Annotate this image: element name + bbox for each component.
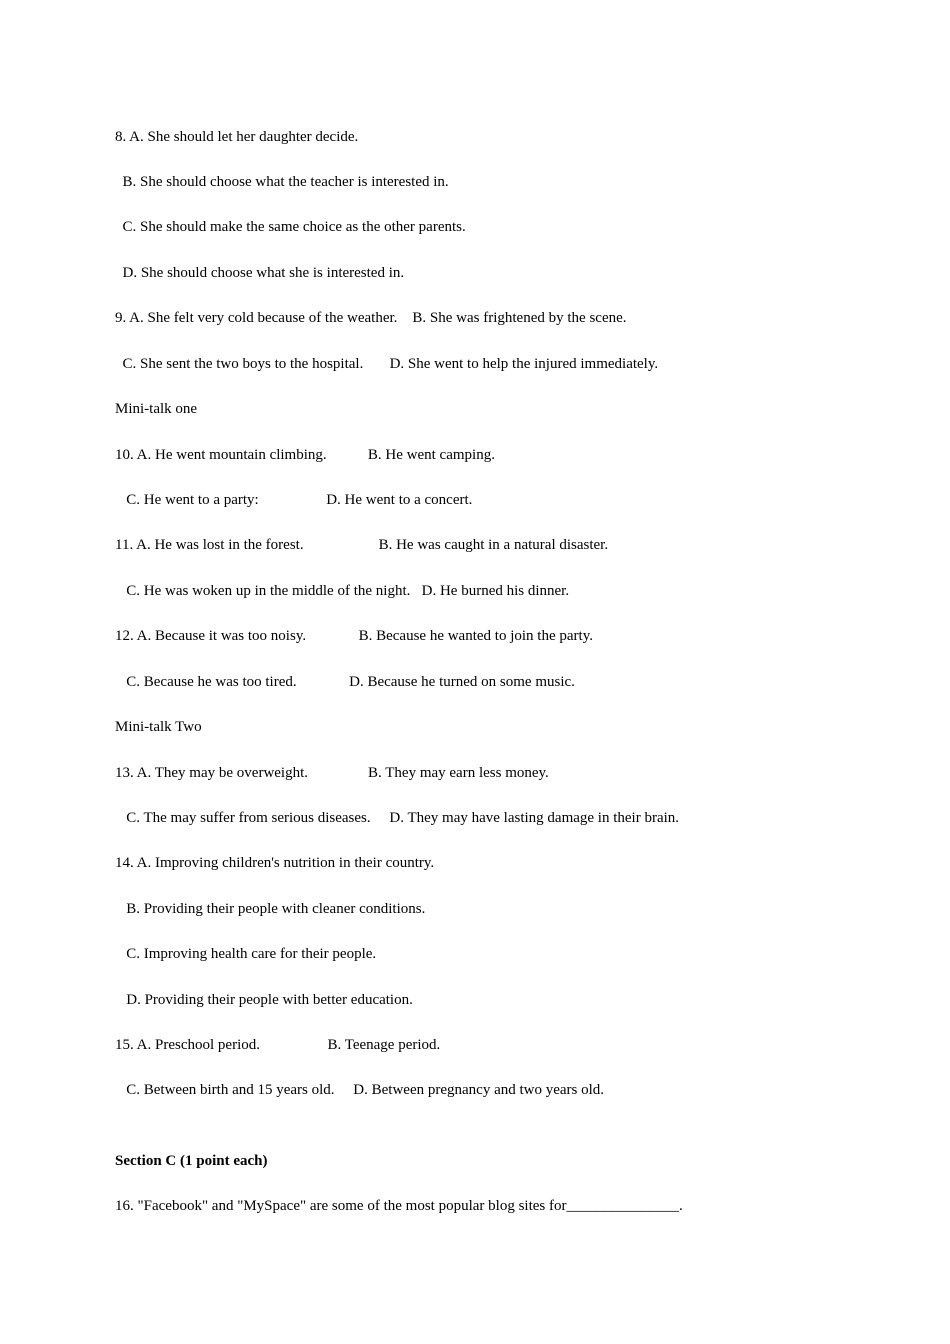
q8-option-b: B. She should choose what the teacher is interested in. (115, 174, 449, 190)
q14-option-a: 14. A. Improving children's nutrition in their country. (115, 855, 435, 871)
q12-options-ab: 12. A. Because it was too noisy. B. Because he wanted to join the party. (115, 628, 593, 644)
q14-option-c: C. Improving health care for their people. (115, 946, 377, 962)
q15-options-ab: 15. A. Preschool period. B. Teenage period. (115, 1037, 441, 1053)
q8-option-a: 8. A. She should let her daughter decide. (115, 129, 359, 145)
q11-options-cd: C. He was woken up in the middle of the night. D. He burned his dinner. (115, 583, 570, 599)
q16-question: 16. "Facebook" and "MySpace" are some of the most popular blog sites for_______________. (115, 1198, 683, 1214)
mini-talk-one-heading: Mini-talk one (115, 401, 198, 417)
q13-options-cd: C. The may suffer from serious diseases. D. They may have lasting damage in their brain. (115, 810, 680, 826)
q10-options-ab: 10. A. He went mountain climbing. B. He went camping. (115, 447, 495, 463)
q8-option-c: C. She should make the same choice as the other parents. (115, 219, 466, 235)
q10-options-cd: C. He went to a party: D. He went to a concert. (115, 492, 473, 508)
q11-options-ab: 11. A. He was lost in the forest. B. He was caught in a natural disaster. (115, 537, 609, 553)
q15-options-cd: C. Between birth and 15 years old. D. Between pregnancy and two years old. (115, 1082, 605, 1098)
section-c-heading: Section C (1 point each) (115, 1153, 268, 1169)
q9-options-cd: C. She sent the two boys to the hospital. D. She went to help the injured immediately. (115, 356, 659, 372)
mini-talk-two-heading: Mini-talk Two (115, 719, 202, 735)
q12-options-cd: C. Because he was too tired. D. Because he turned on some music. (115, 674, 575, 690)
q8-option-d: D. She should choose what she is interested in. (115, 265, 405, 281)
q14-option-d: D. Providing their people with better education. (115, 992, 413, 1008)
q9-options-ab: 9. A. She felt very cold because of the weather. B. She was frightened by the scene. (115, 310, 627, 326)
q13-options-ab: 13. A. They may be overweight. B. They may earn less money. (115, 765, 549, 781)
q14-option-b: B. Providing their people with cleaner conditions. (115, 901, 426, 917)
